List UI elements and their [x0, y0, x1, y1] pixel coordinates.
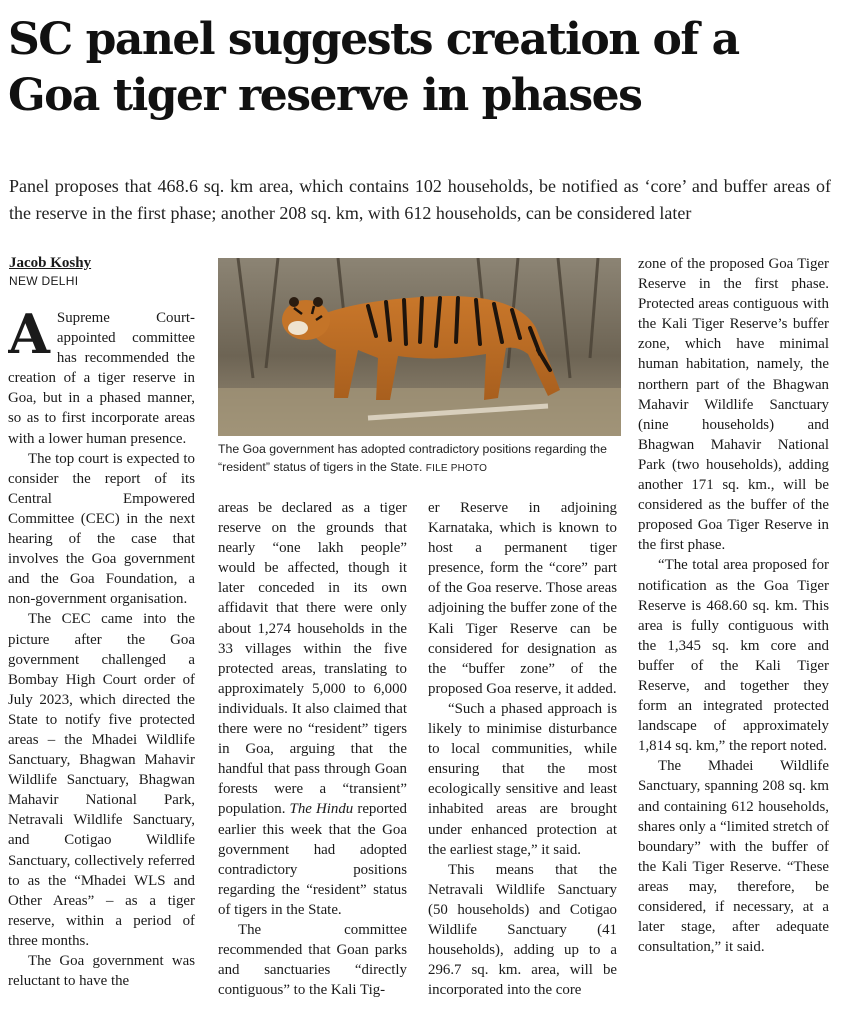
- body-paragraph: “Such a phased approach is likely to minimise disturbance to local communities, while ensuring that the most ecologically sensitive and least inhabited areas are brought under enhanced protection at the earliest stage,” it said.: [428, 700, 617, 858]
- lead-paragraph-text: Supreme Court-appointed committee has recommended the creation of a tiger reserve in Goa, but in a phased manner, so as to first incorporate areas with a lower human presence.: [8, 310, 195, 447]
- body-paragraph: The CEC came into the picture after the Goa government challenged a Bombay High Court order of July 2023, which directed the State to notify five protected areas – the Mhadei Wildlife Sanctuary, Bhagwan Mahavir Wildlife Sanctuary, Bhagwan Mahavir National Park, Netravali Wildlife Sanctuary, and Cotigao Wildlife Sanctuary, collectively referred to as the “Mhadei WLS and Other Areas” – as a tiger reserve, within a period of three months.: [8, 611, 195, 949]
- body-paragraph: zone of the proposed Goa Tiger Reserve in the first phase. Protected areas contiguous with the Kali Tiger Reserve’s buffer zone, which have minimal human habitation, namely, the northern part of the Bhagwan Mahavir Wildlife Sanctuary (nine households) and Bhagwan Mahavir National Park (two households), adding another 171 sq. km., will be considered as the buffer of the proposed Goa Tiger Reserve in the first phase.: [638, 256, 829, 554]
- body-paragraph: The committee recommended that Goan parks and sanctuaries “directly contiguous” to the Kali Tig-: [218, 921, 407, 999]
- dateline: NEW DELHI: [9, 274, 79, 288]
- body-paragraph: The Goa government was reluctant to have the: [8, 953, 195, 990]
- lead-paragraph: [8, 308, 195, 449]
- drop-cap: A: [8, 308, 50, 366]
- body-paragraph: The top court is expected to consider the report of its Central Empowered Committee (CEC) in the next hearing of the case that involves the Goa government and the Goa Foundation, a non-government organisation.: [8, 450, 195, 608]
- paragraph-text: reported earlier this week that the Goa government had adopted contradictory positions regarding the “resident” status of tigers in the State.: [218, 801, 407, 918]
- photo-caption: [218, 440, 623, 478]
- headline: SC panel suggests creation of a Goa tiger reserve in phases: [8, 14, 739, 121]
- standfirst: Panel proposes that 468.6 sq. km area, which contains 102 households, be notified as ‘core’ and buffer areas of the reserve in the first phase; another 208 sq. km, with 612 households, can be considered later: [9, 176, 831, 223]
- tiger-photo-icon: [218, 258, 621, 436]
- photo-credit: FILE PHOTO: [425, 463, 488, 474]
- body-paragraph: This means that the Netravali Wildlife Sanctuary (50 households) and Cotigao Wildlife Sanctuary (41 households), adding up to a 296.7 sq. km. area, will be incorporated into the core: [428, 861, 617, 999]
- paragraph-text: areas be declared as a tiger reserve on the grounds that nearly “one lakh people” would be affected, though it later conceded in its own affidavit that there were only about 1,274 households in the 33 villages within the five protected areas, translating to approximately 5,000 to 6,000 individuals. It also claimed that there were no “resident” tigers in Goa, arguing that the handful that pass through Goan forests were a “transient” population.: [218, 500, 407, 818]
- caption-text: The Goa government has adopted contradictory positions regarding the “resident” status of tigers in the State.: [218, 442, 607, 474]
- body-paragraph: [218, 498, 407, 920]
- body-paragraph: “The total area proposed for notification as the Goa Tiger Reserve is 468.60 sq. km. This area is fully contiguous with the 1,345 sq. km core and buffer of the Kali Tiger Reserve, and together they form an integrated protected landscape of approximately 1,814 sq. km,” the report noted.: [638, 557, 829, 755]
- body-column-4: [638, 254, 829, 1013]
- body-paragraph: The Mhadei Wildlife Sanctuary, spanning 208 sq. km and containing 612 households, shares only a “limited stretch of boundary” with the buffer of the Kali Tiger Reserve. “These areas may, therefore, be considered, if necessary, at a later stage, after adequate consultation,” it said.: [638, 758, 829, 956]
- body-paragraph: er Reserve in adjoining Karnataka, which is known to host a permanent tiger presence, form the “core” part of the Goa reserve. Those areas adjoining the buffer zone of the Kali Tiger Reserve can be considered for designation as the “buffer zone” of the proposed Goa reserve, it added.: [428, 500, 617, 697]
- body-column-2: [218, 498, 407, 1013]
- byline[interactable]: Jacob Koshy: [9, 255, 92, 271]
- publication-name: The Hindu: [289, 801, 354, 818]
- tiger-photo[interactable]: [218, 258, 621, 436]
- body-column-3: [428, 498, 617, 1013]
- body-column-1: [8, 308, 195, 1013]
